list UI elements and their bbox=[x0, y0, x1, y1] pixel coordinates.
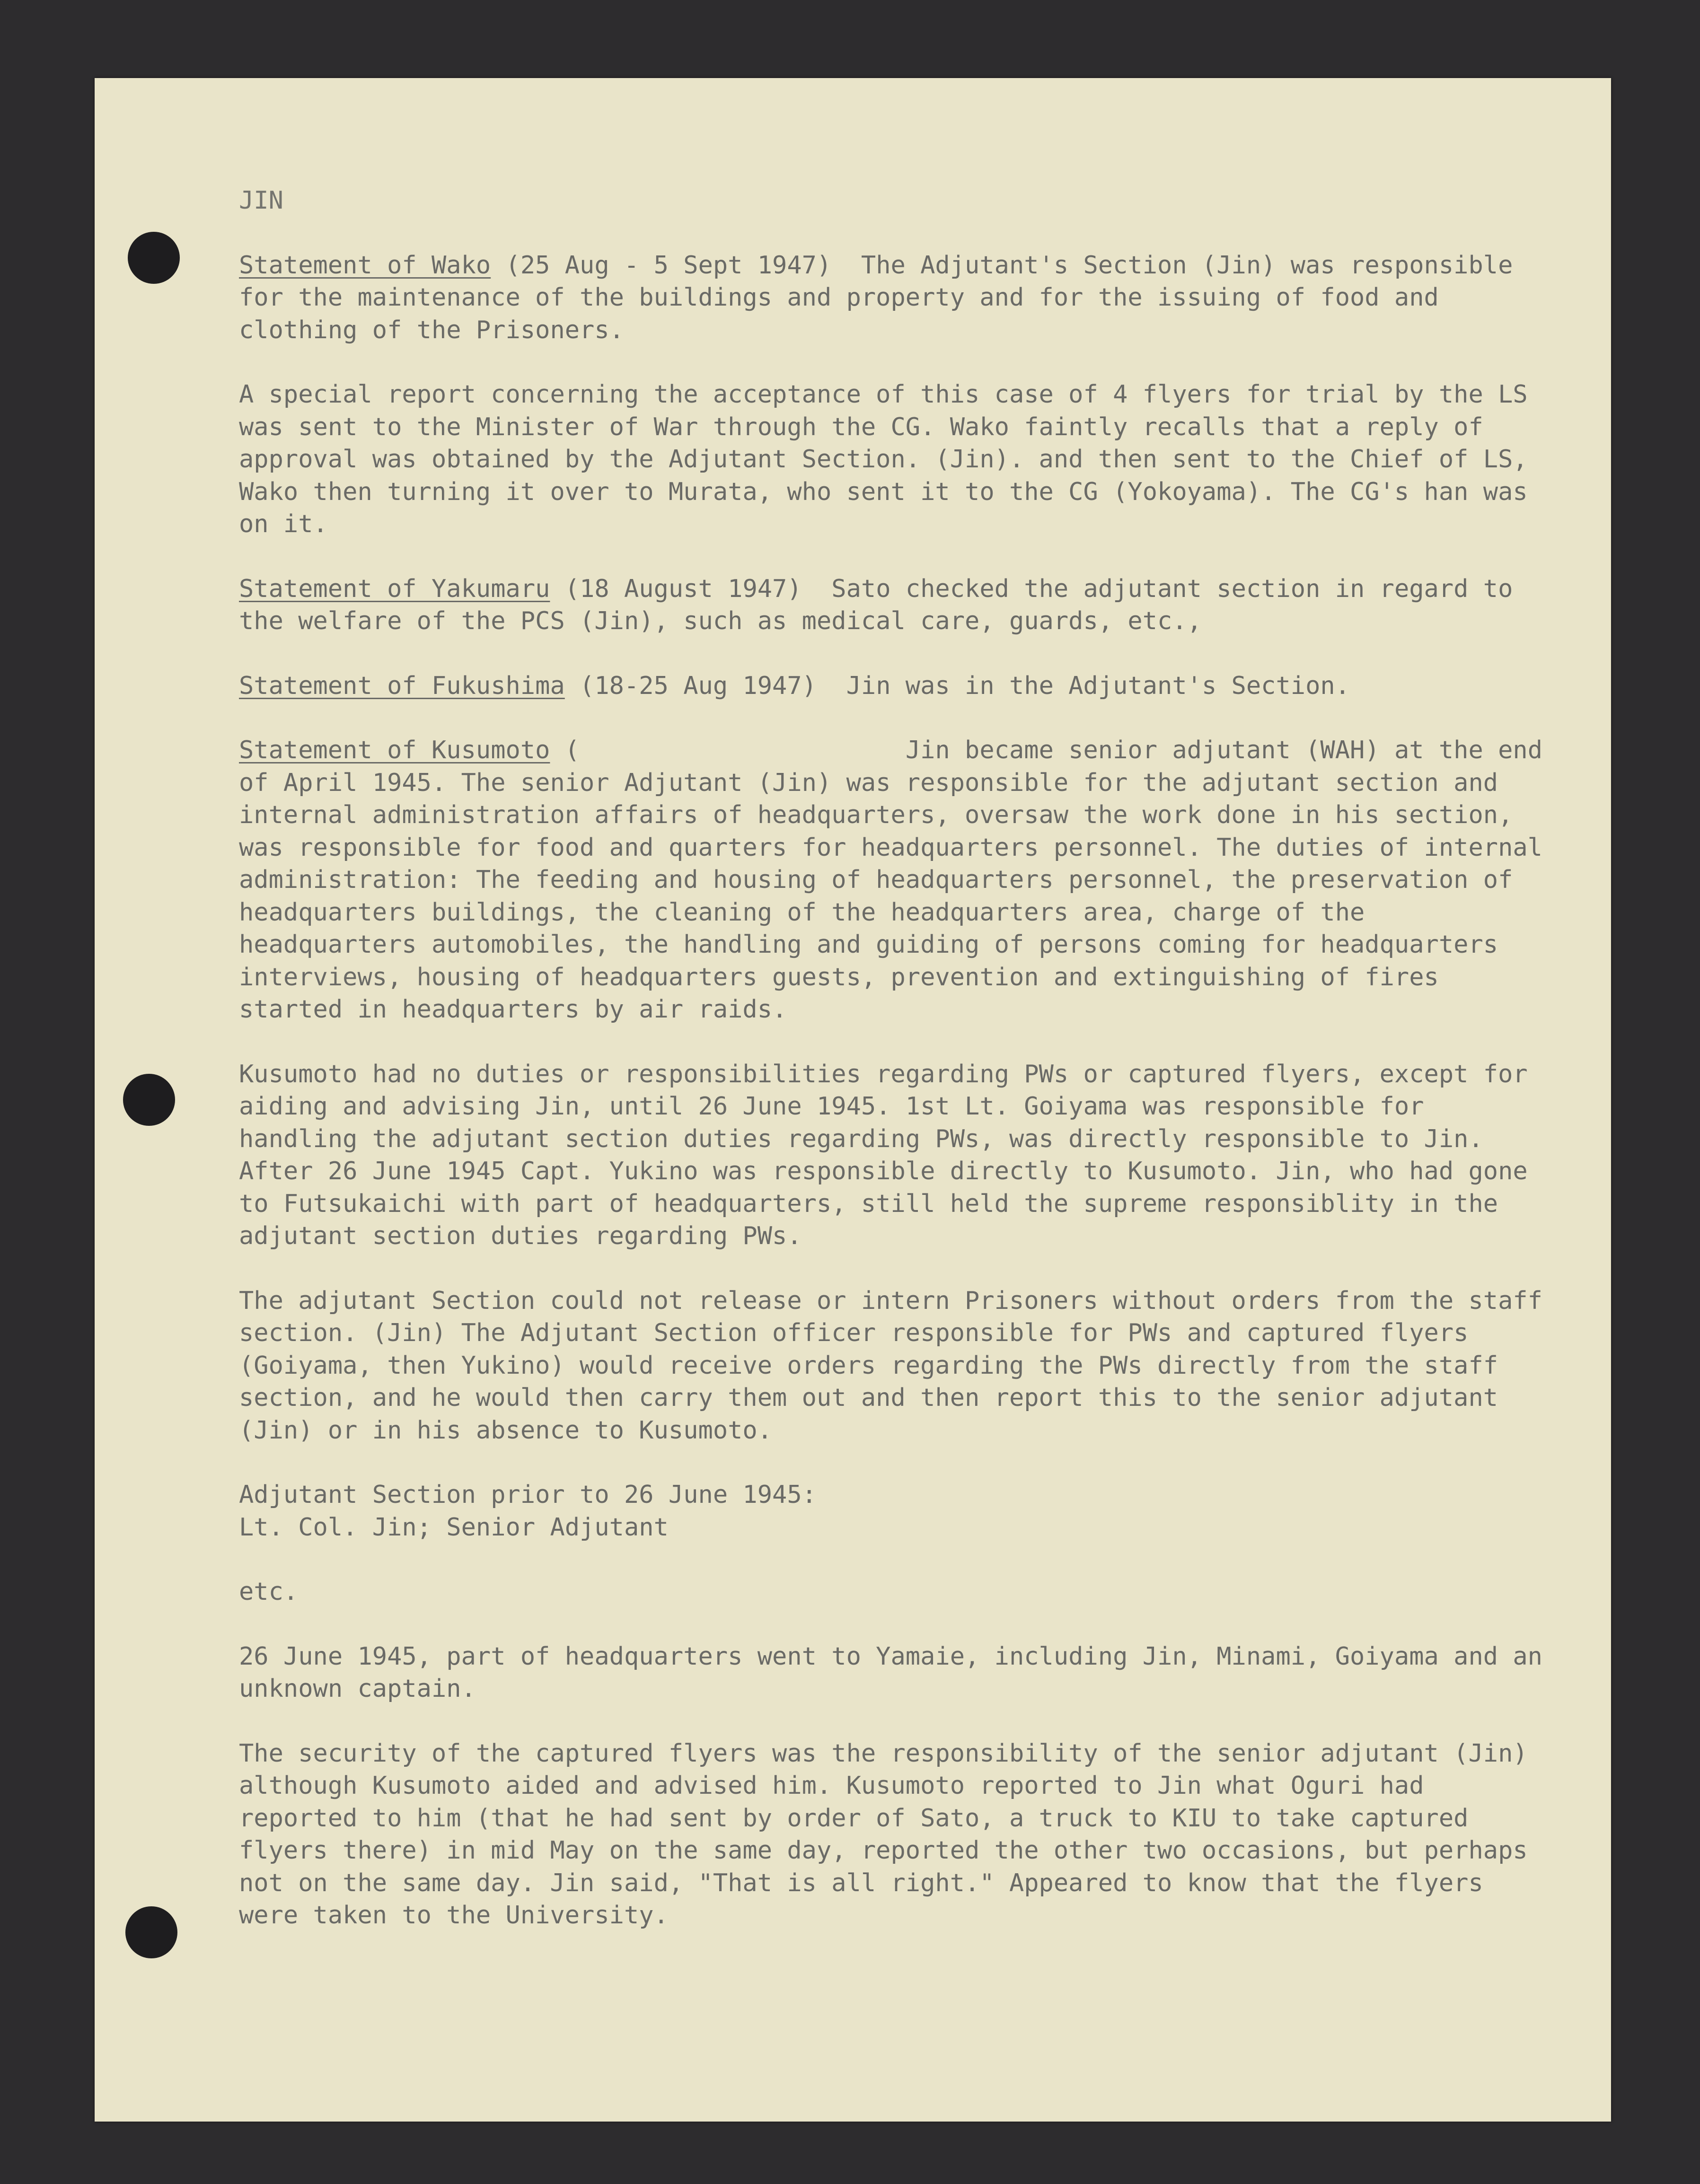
text-kusumoto: Jin became senior adjutant (WAH) at the end of April 1945. The senior Adjutant (Jin) was responsible for the adjutant section and internal administration affairs of headquarters, oversaw the work done in his section, was responsible for food and quarters for headquarters personnel. The duties of internal administration: The feeding and housing of headquarters personnel, the preservation of headquarters buildings, the cleaning of the headquarters area, charge of the headquarters automobiles, the handling and guiding of persons coming for headquarters interviews, housing of headquarters guests, prevention and extinguishing of fires started in headquarters by air raids. bbox=[239, 736, 1558, 1024]
heading-wako: Statement of Wako bbox=[239, 251, 491, 280]
paragraph-yakumaru bbox=[239, 573, 1554, 638]
typed-text-body bbox=[239, 184, 1558, 1964]
punch-hole-bottom bbox=[125, 1906, 177, 1958]
page-header: JIN bbox=[239, 186, 283, 215]
document-page bbox=[95, 78, 1611, 2122]
adjutant-section-line-1: Adjutant Section prior to 26 June 1945: bbox=[239, 1481, 817, 1509]
date-kusumoto: ( bbox=[550, 736, 891, 764]
heading-yakumaru: Statement of Yakumaru bbox=[239, 574, 550, 603]
adjutant-section-line-2: Lt. Col. Jin; Senior Adjutant bbox=[239, 1513, 669, 1542]
paragraph-fukushima bbox=[239, 670, 1554, 702]
date-fukushima: (18-25 Aug 1947) bbox=[564, 671, 817, 700]
etc-line: etc. bbox=[239, 1578, 299, 1606]
heading-kusumoto: Statement of Kusumoto bbox=[239, 736, 550, 764]
date-wako: (25 Aug - 5 Sept 1947) bbox=[491, 251, 832, 280]
date-yakumaru: (18 August 1947) bbox=[550, 574, 802, 603]
paragraph-kusumoto bbox=[239, 734, 1558, 1026]
text-yakumaru: Sato checked the adjutant section in regard to the welfare of the PCS (Jin), such as medical care, guards, etc., bbox=[239, 574, 1528, 635]
paragraph-security: The security of the captured flyers was the responsibility of the senior adjutant (Jin) although Kusumoto aided and advised him. Kusumoto reported to Jin what Oguri had reported to him (that he had sent by order of Sato, a truck to KIU to take captured flyers there) in mid May on the same day, reported the other two occasions, but perhaps not on the same day. Jin said, "That is all right." Appeared to know that the flyers were taken to the University. bbox=[239, 1739, 1542, 1930]
heading-fukushima: Statement of Fukushima bbox=[239, 671, 565, 700]
punch-hole-top bbox=[128, 232, 180, 284]
paragraph-no-duties: Kusumoto had no duties or responsibilities regarding PWs or captured flyers, except for aiding and advising Jin, until 26 June 1945. 1st Lt. Goiyama was responsible for handling the adjutant section duties regarding PWs, was directly responsible to Jin. After 26 June 1945 Capt. Yukino was responsible directly to Kusumoto. Jin, who had gone to Futsukaichi with part of headquarters, still held the supreme responsiblity in the adjutant section duties regarding PWs. bbox=[239, 1060, 1542, 1250]
paragraph-yamaie: 26 June 1945, part of headquarters went to Yamaie, including Jin, Minami, Goiyama and an unknown captain. bbox=[239, 1642, 1558, 1703]
punch-hole-middle bbox=[123, 1074, 175, 1126]
paragraph-wako bbox=[239, 249, 1554, 347]
paragraph-special-report: A special report concerning the acceptance of this case of 4 flyers for trial by the LS was sent to the Minister of War through the CG. Wako faintly recalls that a reply of approval was obtained by the Adjutant Section. (Jin). and then sent to the Chief of LS, Wako then turning it over to Murata, who sent it to the CG (Yokoyama). The CG's han was on it. bbox=[239, 380, 1542, 538]
paragraph-release: The adjutant Section could not release or intern Prisoners without orders from the staff section. (Jin) The Adjutant Section officer responsible for PWs and captured flyers (Goiyama, then Yukino) would receive orders regarding the PWs directly from the staff section, and he would then carry them out and then report this to the senior adjutant (Jin) or in his absence to Kusumoto. bbox=[239, 1286, 1558, 1445]
text-fukushima: Jin was in the Adjutant's Section. bbox=[816, 671, 1350, 700]
text-wako: The Adjutant's Section (Jin) was responsible for the maintenance of the buildings and property and for the issuing of food and clothing of the Prisoners. bbox=[239, 251, 1528, 344]
